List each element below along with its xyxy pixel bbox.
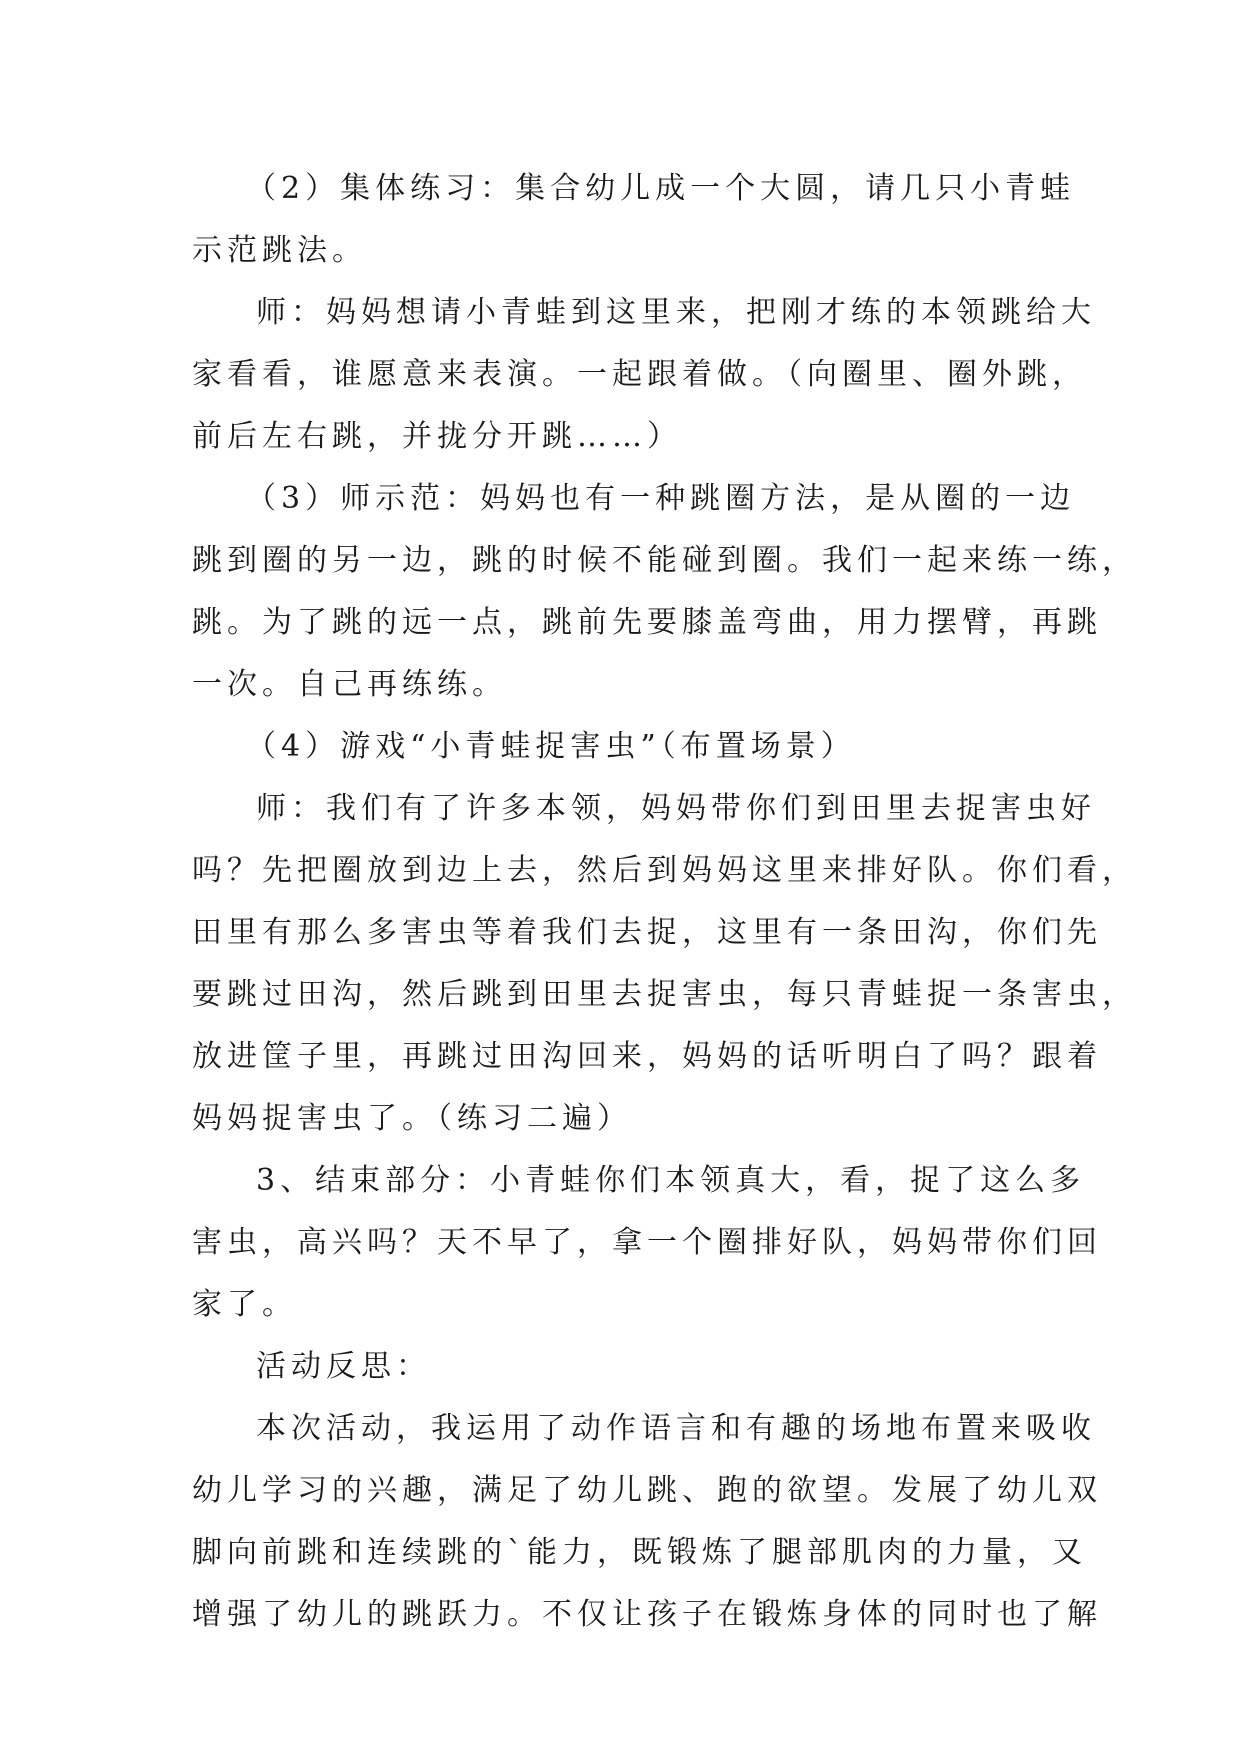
text-line: 田里有那么多害虫等着我们去捉，这里有一条田沟，你们先	[192, 915, 1102, 950]
text-line: （4）游戏“小青蛙捉害虫”（布置场景）	[246, 729, 856, 764]
text-line: （2）集体练习：集合幼儿成一个大圆，请几只小青蛙	[246, 171, 1076, 206]
text-line: 脚向前跳和连续跳的`能力，既锻炼了腿部肌肉的力量，又	[192, 1535, 1087, 1570]
text-line: 师：妈妈想请小青蛙到这里来，把刚才练的本领跳给大	[256, 295, 1096, 330]
text-line: 吗？先把圈放到边上去，然后到妈妈这里来排好队。你们看，	[192, 853, 1137, 888]
text-line: 家看看，谁愿意来表演。一起跟着做。（向圈里、圈外跳，	[192, 357, 1087, 392]
document-body	[192, 158, 1137, 1646]
text-line: 幼儿学习的兴趣，满足了幼儿跳、跑的欲望。发展了幼儿双	[192, 1473, 1102, 1508]
paragraph-game-title	[192, 716, 1054, 778]
paragraph-teacher-game	[192, 778, 1137, 1150]
text-line: 本次活动，我运用了动作语言和有趣的场地布置来吸收	[256, 1411, 1096, 1446]
paragraph-teacher-demo	[192, 468, 1137, 716]
paragraph-group-practice	[192, 158, 1076, 282]
paragraph-teacher-invite	[192, 282, 1096, 468]
text-line: 一次。自己再练练。	[192, 667, 507, 702]
paragraph-reflection-heading	[192, 1336, 1054, 1398]
text-line: 放进筐子里，再跳过田沟回来，妈妈的话听明白了吗？跟着	[192, 1039, 1102, 1074]
text-line: 前后左右跳，并拢分开跳……）	[192, 419, 682, 454]
text-line: 增强了幼儿的跳跃力。不仅让孩子在锻炼身体的同时也了解	[192, 1597, 1102, 1632]
text-line: 要跳过田沟，然后跳到田里去捉害虫，每只青蛙捉一条害虫，	[192, 977, 1137, 1012]
text-line: （3）师示范：妈妈也有一种跳圈方法，是从圈的一边	[246, 481, 1076, 516]
text-line: 3、结束部分：小青蛙你们本领真大，看，捉了这么多	[256, 1163, 1086, 1198]
text-line: 妈妈捉害虫了。（练习二遍）	[192, 1101, 632, 1136]
section-heading: 活动反思：	[256, 1349, 431, 1384]
text-line: 示范跳法。	[192, 233, 367, 268]
text-line: 师：我们有了许多本领，妈妈带你们到田里去捉害虫好	[256, 791, 1096, 826]
text-line: 害虫，高兴吗？天不早了，拿一个圈排好队，妈妈带你们回	[192, 1225, 1102, 1260]
text-line: 家了。	[192, 1287, 297, 1322]
text-line: 跳到圈的另一边，跳的时候不能碰到圈。我们一起来练一练，	[192, 543, 1137, 578]
paragraph-ending	[192, 1150, 1102, 1336]
paragraph-reflection-body	[192, 1398, 1102, 1646]
text-line: 跳。为了跳的远一点，跳前先要膝盖弯曲，用力摆臂，再跳	[192, 605, 1102, 640]
